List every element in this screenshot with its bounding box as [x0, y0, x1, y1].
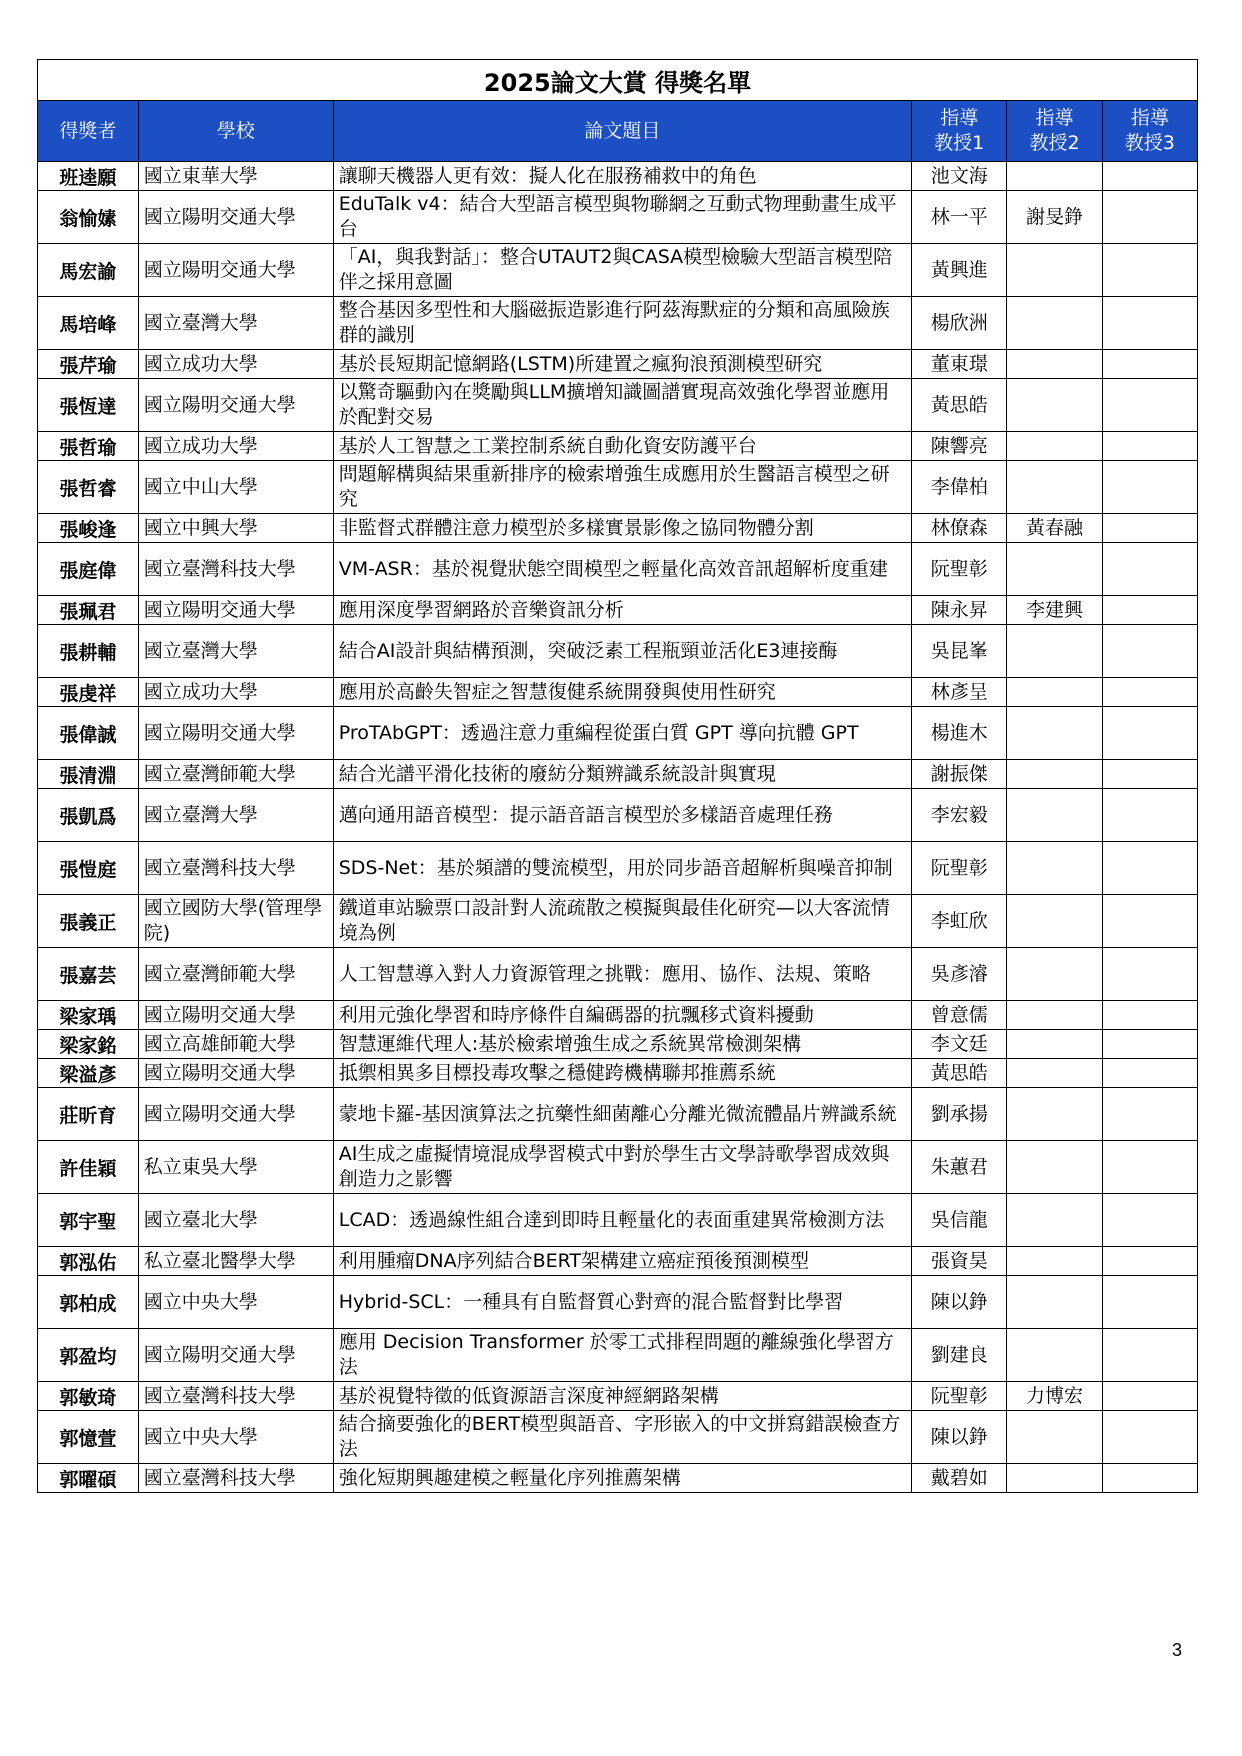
- winner-name: 梁溢彥: [38, 1059, 139, 1088]
- school-name: 國立陽明交通大學: [138, 596, 333, 625]
- table-row: [38, 1088, 1198, 1141]
- advisor-2: [1007, 1329, 1102, 1382]
- winner-name: 翁愉嫊: [38, 191, 139, 244]
- advisor-2: 李建興: [1007, 596, 1102, 625]
- advisor-3: [1102, 1276, 1197, 1329]
- advisor-2: [1007, 625, 1102, 678]
- table-row: [38, 543, 1198, 596]
- advisor-3: [1102, 1382, 1197, 1411]
- advisor-1: 吳信龍: [912, 1194, 1007, 1247]
- winner-name: 郭盈均: [38, 1329, 139, 1382]
- table-row: [38, 1030, 1198, 1059]
- advisor-1: 林一平: [912, 191, 1007, 244]
- advisor-2: [1007, 678, 1102, 707]
- table-row: [38, 1382, 1198, 1411]
- advisor-3: [1102, 1247, 1197, 1276]
- winner-name: 張嘉芸: [38, 948, 139, 1001]
- school-name: 國立成功大學: [138, 350, 333, 379]
- advisor-3: [1102, 707, 1197, 760]
- school-name: 國立東華大學: [138, 162, 333, 191]
- advisor-1: 李文廷: [912, 1030, 1007, 1059]
- thesis-title: 抵禦相異多目標投毒攻擊之穩健跨機構聯邦推薦系統: [333, 1059, 911, 1088]
- thesis-title: 應用深度學習網路於音樂資訊分析: [333, 596, 911, 625]
- thesis-title: 邁向通用語音模型：提示語音語言模型於多樣語音處理任務: [333, 789, 911, 842]
- winner-name: 張哲瑜: [38, 432, 139, 461]
- table-row: [38, 461, 1198, 514]
- thesis-title: 「AI，與我對話」：整合UTAUT2與CASA模型檢驗大型語言模型陪伴之採用意圖: [333, 244, 911, 297]
- winner-name: 張珮君: [38, 596, 139, 625]
- table-row: [38, 162, 1198, 191]
- page-number: 3: [1172, 1640, 1183, 1660]
- award-document: [37, 59, 1198, 1493]
- advisor-3: [1102, 1088, 1197, 1141]
- winner-name: 張凱爲: [38, 789, 139, 842]
- header-topic: 論文題目: [333, 101, 911, 162]
- winner-name: 郭泓佑: [38, 1247, 139, 1276]
- school-name: 國立臺灣大學: [138, 297, 333, 350]
- advisor-3: [1102, 432, 1197, 461]
- thesis-title: Hybrid-SCL：一種具有自監督質心對齊的混合監督對比學習: [333, 1276, 911, 1329]
- header-winner: 得獎者: [38, 101, 139, 162]
- advisor-3: [1102, 948, 1197, 1001]
- document-title: 2025論文大賞 得獎名單: [38, 60, 1198, 101]
- table-row: [38, 1464, 1198, 1493]
- table-row: [38, 1329, 1198, 1382]
- thesis-title: 結合AI設計與結構預測，突破泛素工程瓶頸並活化E3連接酶: [333, 625, 911, 678]
- winner-name: 張恆達: [38, 379, 139, 432]
- winner-name: 班逵願: [38, 162, 139, 191]
- advisor-1: 阮聖彰: [912, 1382, 1007, 1411]
- advisor-1: 李虹欣: [912, 895, 1007, 948]
- advisor-2: [1007, 895, 1102, 948]
- advisor-1: 董東璟: [912, 350, 1007, 379]
- school-name: 國立臺灣師範大學: [138, 760, 333, 789]
- advisor-2: [1007, 1276, 1102, 1329]
- school-name: 國立中央大學: [138, 1276, 333, 1329]
- winner-name: 張庭偉: [38, 543, 139, 596]
- thesis-title: 利用腫瘤DNA序列結合BERT架構建立癌症預後預測模型: [333, 1247, 911, 1276]
- school-name: 國立陽明交通大學: [138, 244, 333, 297]
- school-name: 國立陽明交通大學: [138, 191, 333, 244]
- advisor-2: 謝旻錚: [1007, 191, 1102, 244]
- header-row: [38, 101, 1198, 162]
- header-school: 學校: [138, 101, 333, 162]
- thesis-title: VM-ASR：基於視覺狀態空間模型之輕量化高效音訊超解析度重建: [333, 543, 911, 596]
- advisor-3: [1102, 842, 1197, 895]
- advisor-2: [1007, 1001, 1102, 1030]
- winner-name: 張哲睿: [38, 461, 139, 514]
- advisor-1: 吳昆峯: [912, 625, 1007, 678]
- header-prof1: 指導 教授1: [912, 101, 1007, 162]
- table-row: [38, 842, 1198, 895]
- advisor-1: 劉承揚: [912, 1088, 1007, 1141]
- advisor-2: [1007, 244, 1102, 297]
- advisor-3: [1102, 514, 1197, 543]
- advisor-2: 黃春融: [1007, 514, 1102, 543]
- school-name: 國立臺灣科技大學: [138, 842, 333, 895]
- advisor-1: 阮聖彰: [912, 543, 1007, 596]
- advisor-1: 陳以錚: [912, 1276, 1007, 1329]
- advisor-2: [1007, 543, 1102, 596]
- advisor-2: [1007, 350, 1102, 379]
- school-name: 國立臺灣科技大學: [138, 1382, 333, 1411]
- header-prof2: 指導 教授2: [1007, 101, 1102, 162]
- table-row: [38, 789, 1198, 842]
- table-row: [38, 678, 1198, 707]
- advisor-2: [1007, 1059, 1102, 1088]
- advisor-3: [1102, 379, 1197, 432]
- advisor-1: 楊進木: [912, 707, 1007, 760]
- advisor-3: [1102, 625, 1197, 678]
- table-row: [38, 625, 1198, 678]
- advisor-2: [1007, 760, 1102, 789]
- winner-name: 張清淵: [38, 760, 139, 789]
- table-row: [38, 379, 1198, 432]
- table-row: [38, 297, 1198, 350]
- school-name: 國立陽明交通大學: [138, 1329, 333, 1382]
- winner-name: 張義正: [38, 895, 139, 948]
- advisor-2: [1007, 162, 1102, 191]
- advisor-3: [1102, 1194, 1197, 1247]
- school-name: 國立臺北大學: [138, 1194, 333, 1247]
- thesis-title: 基於視覺特徵的低資源語言深度神經網路架構: [333, 1382, 911, 1411]
- advisor-3: [1102, 244, 1197, 297]
- advisor-3: [1102, 297, 1197, 350]
- advisor-2: [1007, 1030, 1102, 1059]
- advisor-3: [1102, 461, 1197, 514]
- thesis-title: 利用元強化學習和時序條件自編碼器的抗飄移式資料擾動: [333, 1001, 911, 1030]
- thesis-title: LCAD：透過線性組合達到即時且輕量化的表面重建異常檢測方法: [333, 1194, 911, 1247]
- advisor-3: [1102, 1464, 1197, 1493]
- thesis-title: 人工智慧導入對人力資源管理之挑戰：應用、協作、法規、策略: [333, 948, 911, 1001]
- table-row: [38, 1059, 1198, 1088]
- school-name: 國立高雄師範大學: [138, 1030, 333, 1059]
- advisor-3: [1102, 760, 1197, 789]
- school-name: 國立陽明交通大學: [138, 1088, 333, 1141]
- thesis-title: 強化短期興趣建模之輕量化序列推薦架構: [333, 1464, 911, 1493]
- thesis-title: 鐵道車站驗票口設計對人流疏散之模擬與最佳化研究—以大客流情境為例: [333, 895, 911, 948]
- advisor-3: [1102, 1411, 1197, 1464]
- table-row: [38, 1276, 1198, 1329]
- school-name: 國立陽明交通大學: [138, 1059, 333, 1088]
- table-row: [38, 1141, 1198, 1194]
- advisor-1: 黃思皓: [912, 1059, 1007, 1088]
- advisor-2: [1007, 379, 1102, 432]
- thesis-title: EduTalk v4：結合大型語言模型與物聯網之互動式物理動畫生成平台: [333, 191, 911, 244]
- advisor-2: [1007, 707, 1102, 760]
- thesis-title: 整合基因多型性和大腦磁振造影進行阿茲海默症的分類和高風險族群的識別: [333, 297, 911, 350]
- school-name: 國立臺灣大學: [138, 789, 333, 842]
- advisor-1: 林僚森: [912, 514, 1007, 543]
- advisor-3: [1102, 1329, 1197, 1382]
- advisor-1: 謝振傑: [912, 760, 1007, 789]
- advisor-2: [1007, 1194, 1102, 1247]
- winner-name: 張芹瑜: [38, 350, 139, 379]
- school-name: 國立陽明交通大學: [138, 707, 333, 760]
- table-row: [38, 895, 1198, 948]
- advisor-3: [1102, 1141, 1197, 1194]
- thesis-title: 基於人工智慧之工業控制系統自動化資安防護平台: [333, 432, 911, 461]
- table-row: [38, 760, 1198, 789]
- advisor-2: [1007, 1088, 1102, 1141]
- winner-name: 張虔祥: [38, 678, 139, 707]
- table-row: [38, 1411, 1198, 1464]
- thesis-title: 應用 Decision Transformer 於零工式排程問題的離線強化學習方法: [333, 1329, 911, 1382]
- advisor-1: 曾意儒: [912, 1001, 1007, 1030]
- school-name: 私立東吳大學: [138, 1141, 333, 1194]
- thesis-title: 讓聊天機器人更有效：擬人化在服務補救中的角色: [333, 162, 911, 191]
- advisor-2: [1007, 1411, 1102, 1464]
- thesis-title: ProTAbGPT：透過注意力重編程從蛋白質 GPT 導向抗體 GPT: [333, 707, 911, 760]
- advisor-3: [1102, 162, 1197, 191]
- school-name: 私立臺北醫學大學: [138, 1247, 333, 1276]
- table-row: [38, 1247, 1198, 1276]
- school-name: 國立陽明交通大學: [138, 379, 333, 432]
- advisor-3: [1102, 191, 1197, 244]
- advisor-3: [1102, 1059, 1197, 1088]
- winner-name: 郭宇聖: [38, 1194, 139, 1247]
- advisor-3: [1102, 1001, 1197, 1030]
- advisor-1: 劉建良: [912, 1329, 1007, 1382]
- table-row: [38, 191, 1198, 244]
- thesis-title: 應用於高齡失智症之智慧復健系統開發與使用性研究: [333, 678, 911, 707]
- advisor-1: 戴碧如: [912, 1464, 1007, 1493]
- advisor-3: [1102, 596, 1197, 625]
- advisor-1: 李偉柏: [912, 461, 1007, 514]
- thesis-title: 以驚奇驅動內在獎勵與LLM擴增知識圖譜實現高效強化學習並應用於配對交易: [333, 379, 911, 432]
- table-row: [38, 1194, 1198, 1247]
- table-row: [38, 350, 1198, 379]
- winner-name: 張耕輔: [38, 625, 139, 678]
- table-row: [38, 244, 1198, 297]
- thesis-title: AI生成之虛擬情境混成學習模式中對於學生古文學詩歌學習成效與創造力之影響: [333, 1141, 911, 1194]
- school-name: 國立臺灣師範大學: [138, 948, 333, 1001]
- thesis-title: SDS-Net：基於頻譜的雙流模型，用於同步語音超解析與噪音抑制: [333, 842, 911, 895]
- advisor-1: 黃思皓: [912, 379, 1007, 432]
- table-row: [38, 948, 1198, 1001]
- school-name: 國立臺灣科技大學: [138, 543, 333, 596]
- thesis-title: 蒙地卡羅-基因演算法之抗藥性細菌離心分離光微流體晶片辨識系統: [333, 1088, 911, 1141]
- advisor-2: [1007, 842, 1102, 895]
- winner-name: 郭憶萱: [38, 1411, 139, 1464]
- thesis-title: 智慧運維代理人:基於檢索增強生成之系統異常檢測架構: [333, 1030, 911, 1059]
- winner-name: 郭敏琦: [38, 1382, 139, 1411]
- winner-name: 莊昕育: [38, 1088, 139, 1141]
- advisor-3: [1102, 789, 1197, 842]
- advisor-2: [1007, 432, 1102, 461]
- winner-name: 郭曜碩: [38, 1464, 139, 1493]
- school-name: 國立中山大學: [138, 461, 333, 514]
- table-row: [38, 514, 1198, 543]
- thesis-title: 結合摘要強化的BERT模型與語音、字形嵌入的中文拼寫錯誤檢查方法: [333, 1411, 911, 1464]
- winner-name: 馬宏諭: [38, 244, 139, 297]
- advisor-2: [1007, 297, 1102, 350]
- school-name: 國立成功大學: [138, 432, 333, 461]
- winner-name: 張峻逢: [38, 514, 139, 543]
- winner-name: 梁家瑀: [38, 1001, 139, 1030]
- award-table: [37, 59, 1198, 1493]
- advisor-1: 陳永昇: [912, 596, 1007, 625]
- winner-name: 張愷庭: [38, 842, 139, 895]
- table-row: [38, 1001, 1198, 1030]
- advisor-2: 力博宏: [1007, 1382, 1102, 1411]
- winner-name: 馬培峰: [38, 297, 139, 350]
- advisor-1: 楊欣洲: [912, 297, 1007, 350]
- school-name: 國立中央大學: [138, 1411, 333, 1464]
- advisor-1: 黃興進: [912, 244, 1007, 297]
- advisor-2: [1007, 1141, 1102, 1194]
- advisor-1: 陳響亮: [912, 432, 1007, 461]
- thesis-title: 問題解構與結果重新排序的檢索增強生成應用於生醫語言模型之研究: [333, 461, 911, 514]
- thesis-title: 非監督式群體注意力模型於多樣實景影像之協同物體分割: [333, 514, 911, 543]
- winner-name: 張偉誠: [38, 707, 139, 760]
- school-name: 國立臺灣大學: [138, 625, 333, 678]
- advisor-3: [1102, 895, 1197, 948]
- advisor-1: 朱蕙君: [912, 1141, 1007, 1194]
- advisor-3: [1102, 678, 1197, 707]
- advisor-2: [1007, 1464, 1102, 1493]
- winner-name: 梁家銘: [38, 1030, 139, 1059]
- advisor-1: 陳以錚: [912, 1411, 1007, 1464]
- table-row: [38, 432, 1198, 461]
- winner-name: 郭柏成: [38, 1276, 139, 1329]
- school-name: 國立國防大學(管理學院): [138, 895, 333, 948]
- advisor-1: 池文海: [912, 162, 1007, 191]
- advisor-3: [1102, 543, 1197, 596]
- advisor-1: 林彥呈: [912, 678, 1007, 707]
- advisor-1: 李宏毅: [912, 789, 1007, 842]
- advisor-2: [1007, 948, 1102, 1001]
- school-name: 國立陽明交通大學: [138, 1001, 333, 1030]
- school-name: 國立成功大學: [138, 678, 333, 707]
- header-prof3: 指導 教授3: [1102, 101, 1197, 162]
- advisor-1: 吳彥濬: [912, 948, 1007, 1001]
- advisor-2: [1007, 789, 1102, 842]
- school-name: 國立中興大學: [138, 514, 333, 543]
- table-row: [38, 707, 1198, 760]
- advisor-2: [1007, 1247, 1102, 1276]
- advisor-2: [1007, 461, 1102, 514]
- thesis-title: 基於長短期記憶網路(LSTM)所建置之瘋狗浪預測模型研究: [333, 350, 911, 379]
- school-name: 國立臺灣科技大學: [138, 1464, 333, 1493]
- advisor-1: 阮聖彰: [912, 842, 1007, 895]
- advisor-1: 張資昊: [912, 1247, 1007, 1276]
- table-row: [38, 596, 1198, 625]
- advisor-3: [1102, 1030, 1197, 1059]
- winner-name: 許佳穎: [38, 1141, 139, 1194]
- advisor-3: [1102, 350, 1197, 379]
- thesis-title: 結合光譜平滑化技術的廢紡分類辨識系統設計與實現: [333, 760, 911, 789]
